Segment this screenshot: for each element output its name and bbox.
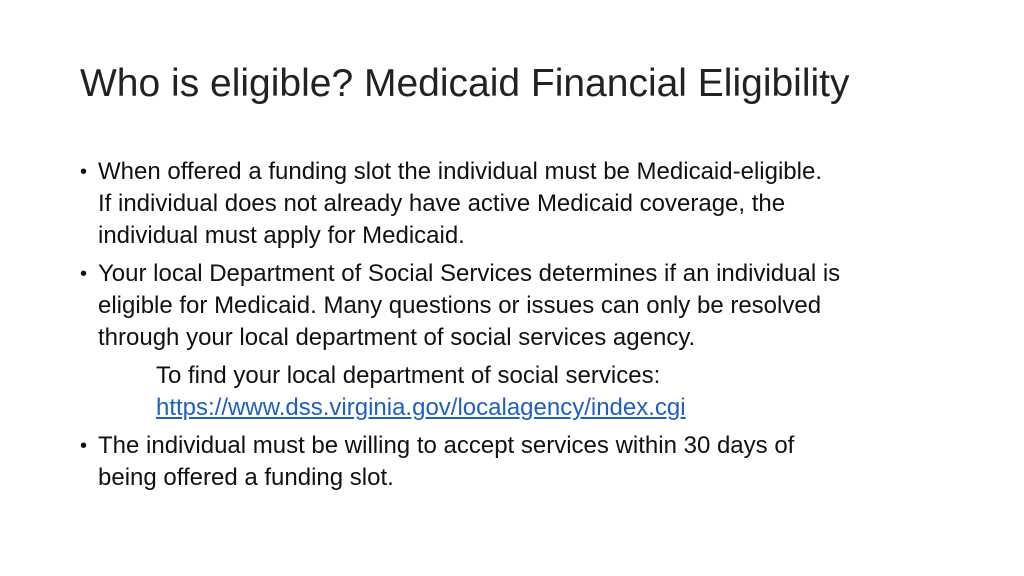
bullet-item-accept-services (80, 430, 950, 494)
bullet-marker: • (80, 161, 88, 183)
local-dss-link-block (80, 360, 950, 424)
bullet-line: When offered a funding slot the individual must be Medicaid-eligible. (98, 158, 822, 185)
bullet-marker: • (80, 435, 88, 457)
local-agency-link[interactable]: https://www.dss.virginia.gov/localagency/index.cgi (156, 394, 686, 421)
find-local-dss-text: To find your local department of social services: (156, 362, 661, 389)
bullet-list (80, 156, 950, 500)
bullet-line: through your local department of social services agency. (98, 324, 696, 351)
bullet-line: If individual does not already have active Medicaid coverage, the (98, 190, 786, 217)
bullet-line: eligible for Medicaid. Many questions or issues can only be resolved (98, 292, 822, 319)
bullet-item-medicaid-eligible (80, 156, 950, 252)
bullet-item-local-dss (80, 258, 950, 354)
bullet-line: individual must apply for Medicaid. (98, 222, 465, 249)
bullet-line: The individual must be willing to accept services within 30 days of (98, 432, 795, 459)
slide-title: Who is eligible? Medicaid Financial Eligibility (80, 62, 850, 105)
bullet-marker: • (80, 263, 88, 285)
bullet-line: being offered a funding slot. (98, 464, 394, 491)
bullet-line: Your local Department of Social Services determines if an individual is (98, 260, 841, 287)
